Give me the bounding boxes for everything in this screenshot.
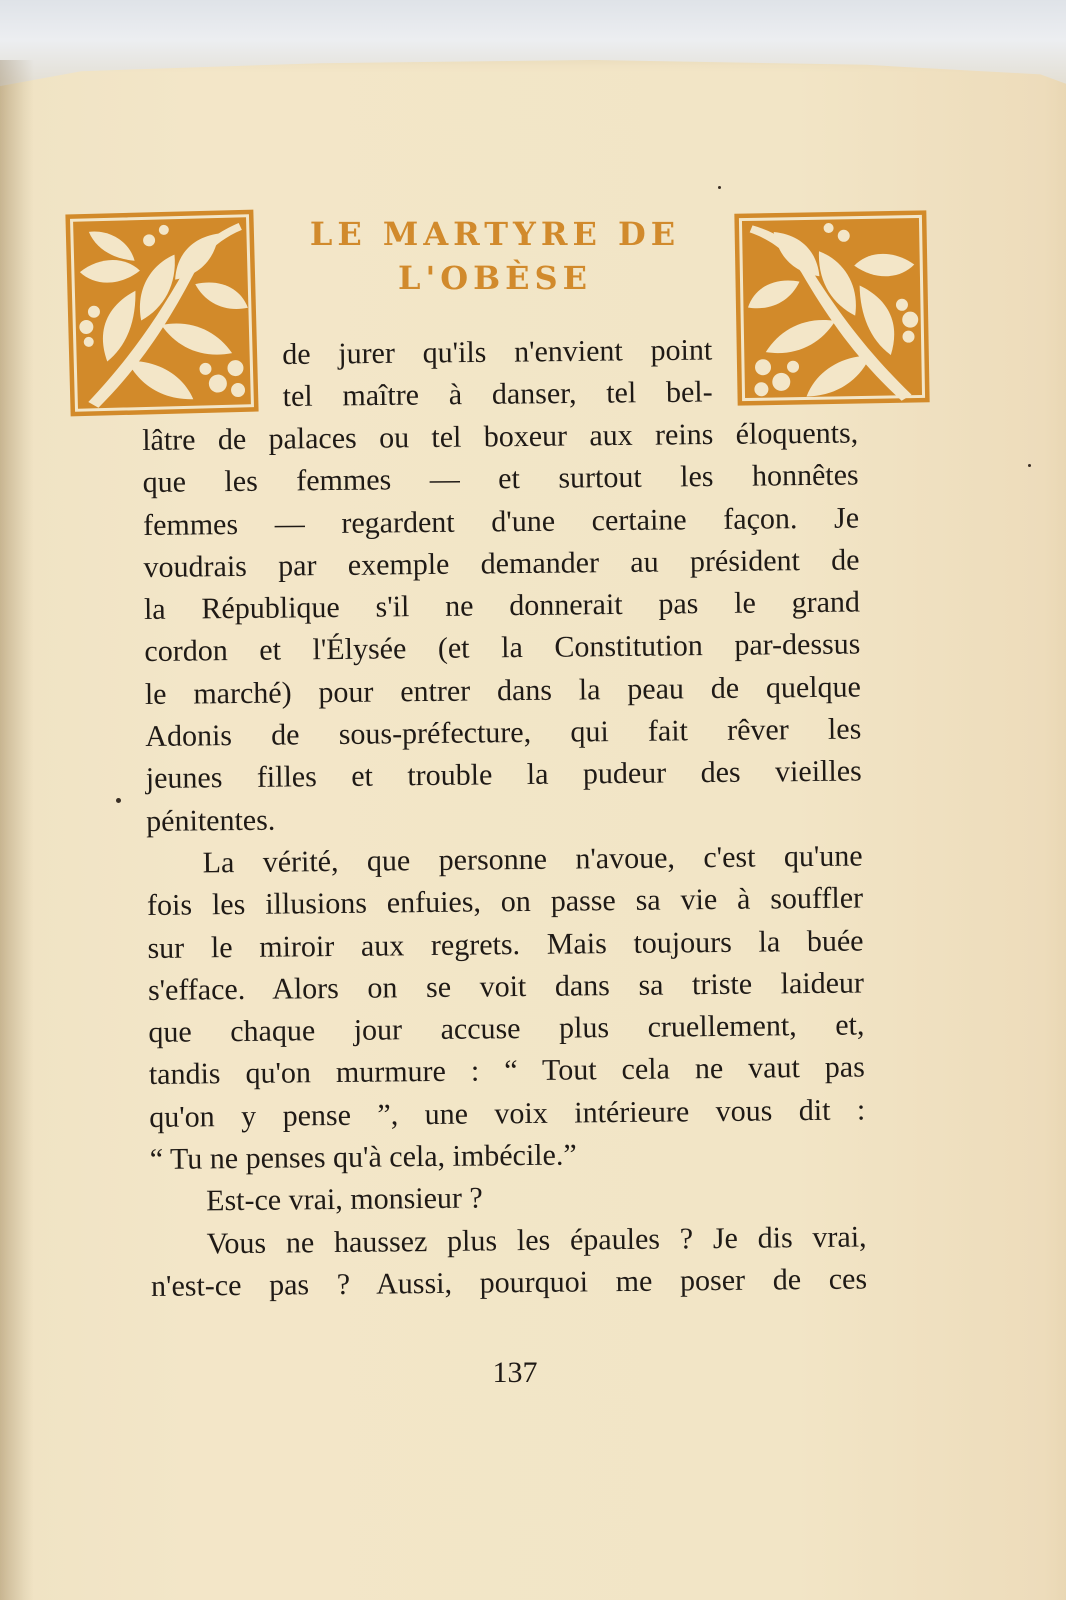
text-line: le marché) pour entrer dans la peau de quelque	[144, 670, 862, 711]
text-line: tandis qu'on murmure : “ Tout cela ne vaut pas	[148, 1050, 865, 1092]
text-line: cordon et l'Élysée (et la Constitution par-dessus	[144, 627, 861, 669]
text-line: sur le miroir aux regrets. Mais toujours la buée	[147, 924, 864, 965]
wrapped-text-block	[282, 329, 713, 418]
text-line: Adonis de sous-préfecture, qui fait rêver les	[145, 712, 862, 754]
chapter-title-line-2: L'OBÈSE	[397, 259, 593, 297]
text-line: femmes — regardent d'une certaine façon. Je	[142, 501, 860, 542]
text-line: qu'on y pense ”, une voix intérieure vous dit :	[149, 1093, 866, 1134]
chapter-title	[260, 212, 730, 300]
text-line: voudrais par exemple demander au président de	[143, 543, 860, 584]
text-line: n'est-ce pas ? Aussi, pourquoi me poser de ces	[150, 1262, 868, 1303]
floral-ornament-left-icon	[63, 208, 260, 419]
text-line: Est-ce vrai, monsieur ?	[206, 1181, 483, 1218]
text-line: jeunes filles et trouble la pudeur des vieilles	[145, 754, 862, 796]
text-line: tel maître à danser, tel bel-	[282, 375, 713, 414]
text-line: que chaque jour accuse plus cruellement, et,	[148, 1008, 865, 1050]
text-line: pénitentes.	[146, 803, 276, 838]
spine-shadow	[0, 60, 34, 1600]
text-line: lâtre de palaces ou tel boxeur aux reins éloquents,	[142, 416, 859, 457]
chapter-title-line-1: LE MARTYRE DE	[309, 215, 681, 253]
text-line: fois les illusions enfuies, on passe sa vie à souffler	[146, 881, 864, 923]
paper-speck	[718, 186, 721, 189]
page-number: 137	[492, 1356, 538, 1389]
text-line: que les femmes — et surtout les honnêtes	[142, 458, 859, 500]
body-text-block	[142, 413, 867, 1309]
text-line: de jurer qu'ils n'envient point	[282, 333, 713, 371]
text-line: La vérité, que personne n'avoue, c'est qu'une	[202, 839, 863, 880]
paper-speck	[1028, 464, 1031, 467]
text-line: “ Tu ne penses qu'à cela, imbécile.”	[149, 1138, 577, 1177]
text-line: la République s'il ne donnerait pas le grand	[143, 585, 861, 627]
text-line: Vous ne haussez plus les épaules ? Je dis vrai,	[206, 1220, 867, 1261]
text-line: s'efface. Alors on se voit dans sa triste laideur	[147, 966, 865, 1007]
paper-speck	[116, 798, 121, 803]
floral-ornament-right-icon	[732, 208, 931, 407]
